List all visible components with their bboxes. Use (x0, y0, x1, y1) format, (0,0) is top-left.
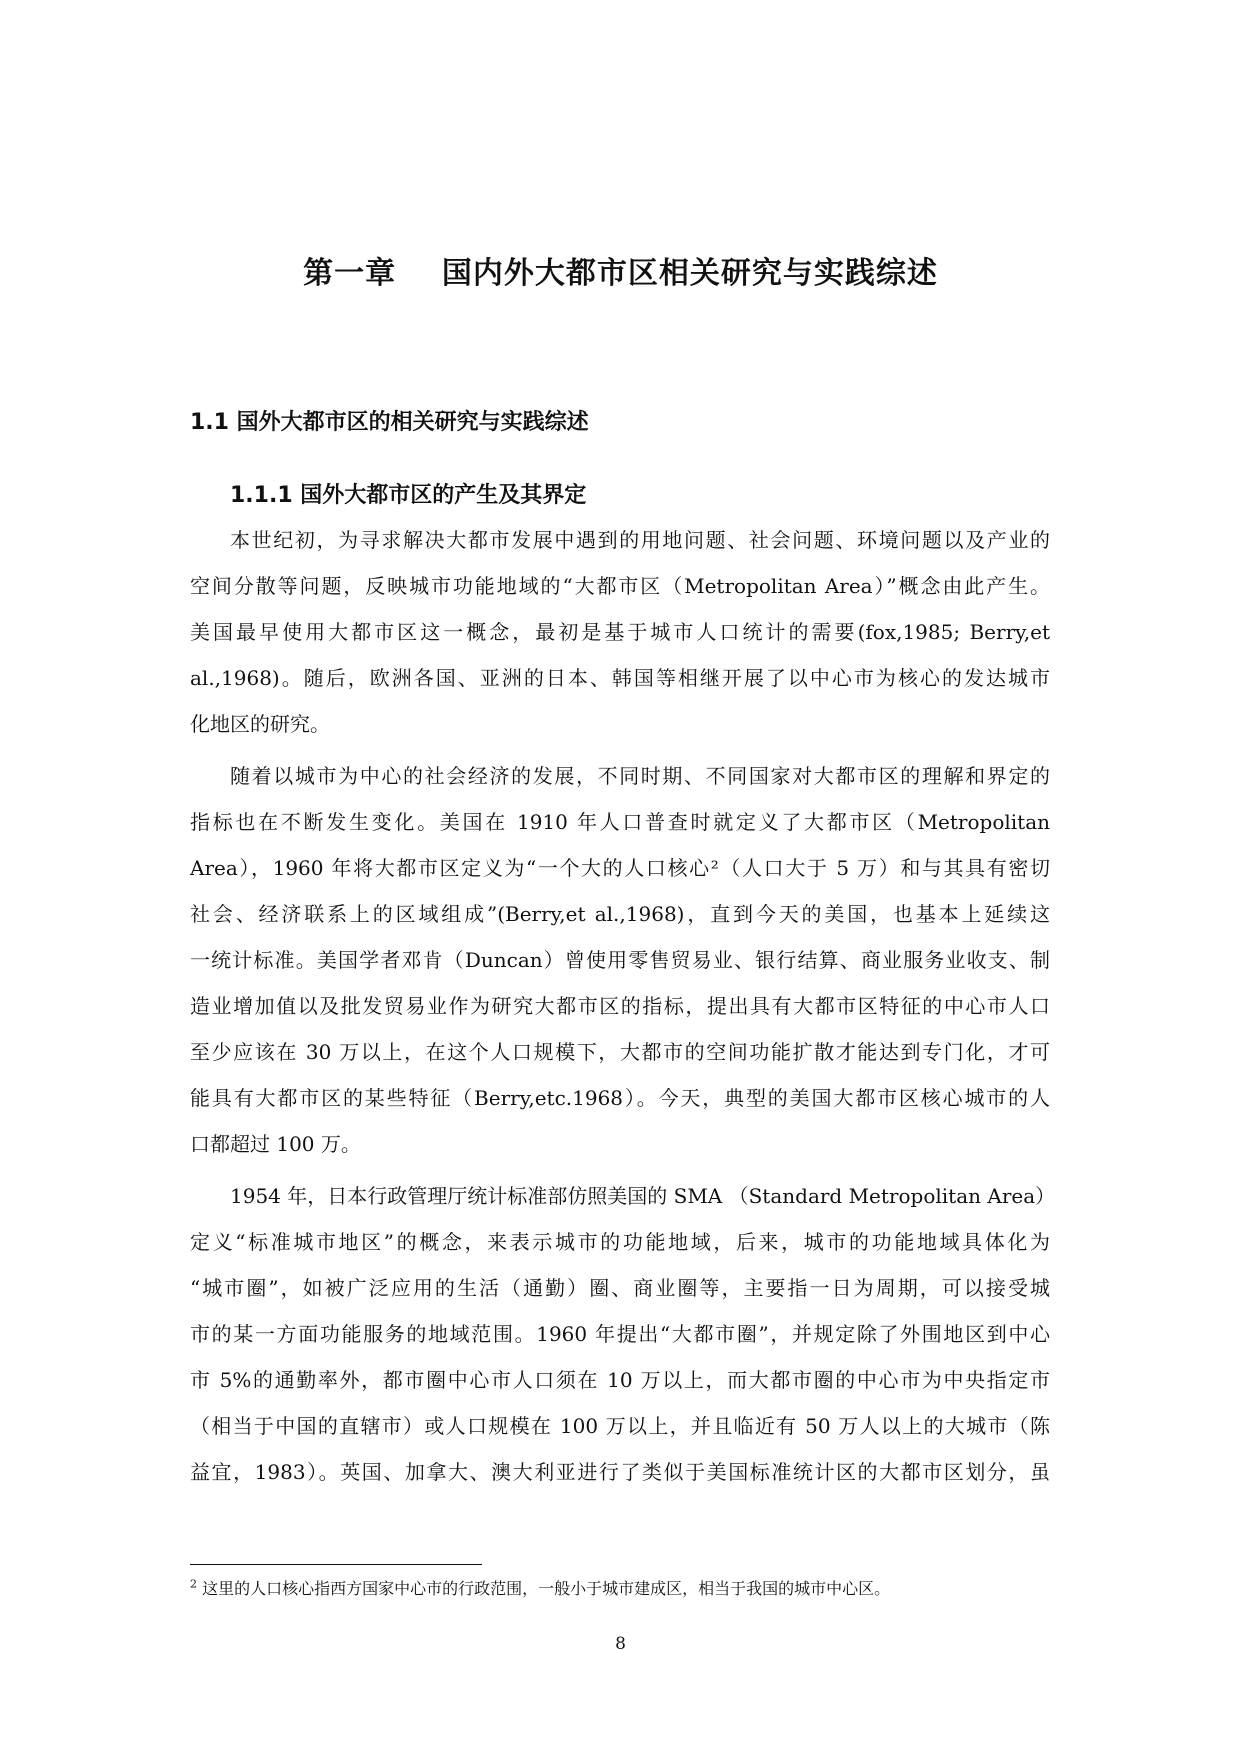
paragraph-line: 市的某一方面功能服务的地域范围。1960 年提出“大都市圈”，并规定除了外围地区到中心 (190, 1322, 1050, 1346)
paragraph-line: 益宜，1983）。英国、加拿大、澳大利亚进行了类似于美国标准统计区的大都市区划分，虽 (190, 1460, 1050, 1484)
section-heading: 1.1 国外大都市区的相关研究与实践综述 (190, 410, 589, 435)
paragraph-line: 能具有大都市区的某些特征（Berry,etc.1968）。今天，典型的美国大都市区核心城市的人 (190, 1086, 1050, 1110)
paragraph-2 (190, 753, 1050, 1167)
paragraph-line: 1954 年，日本行政管理厅统计标准部仿照美国的 SMA （Standard Metropolitan Area） (230, 1184, 1056, 1208)
footnote-marker: 2 (190, 1577, 197, 1591)
paragraph-line: 市 5%的通勤率外，都市圈中心市人口须在 10 万以上，而大都市圈的中心市为中央指定市 (190, 1368, 1050, 1392)
paragraph-line: 至少应该在 30 万以上，在这个人口规模下，大都市的空间功能扩散才能达到专门化，才可 (190, 1040, 1050, 1064)
paragraph-line: 一统计标准。美国学者邓肯（Duncan）曾使用零售贸易业、银行结算、商业服务业收支、制 (190, 948, 1050, 972)
paragraph-line: 空间分散等问题，反映城市功能地域的“大都市区（Metropolitan Area）”概念由此产生。 (190, 574, 1050, 598)
subsection-heading: 1.1.1 国外大都市区的产生及其界定 (230, 483, 587, 508)
body-text (190, 517, 1056, 1495)
paragraph-line: 随着以城市为中心的社会经济的发展，不同时期、不同国家对大都市区的理解和界定的 (230, 764, 1050, 788)
chapter-title: 第一章 国内外大都市区相关研究与实践综述 (303, 256, 938, 291)
paragraph-line: “城市圈”，如被广泛应用的生活（通勤）圈、商业圈等，主要指一日为周期，可以接受城 (190, 1276, 1050, 1300)
paragraph-line: 化地区的研究。 (190, 712, 330, 736)
paragraph-line: Area），1960 年将大都市区定义为“一个大的人口核心²（人口大于 5 万）和与其具有密切 (190, 856, 1050, 880)
footnote-divider (190, 1564, 482, 1565)
paragraph-line: （相当于中国的直辖市）或人口规模在 100 万以上，并且临近有 50 万人以上的大城市（陈 (190, 1414, 1050, 1438)
footnote (190, 1578, 890, 1600)
paragraph-line: 社会、经济联系上的区域组成”(Berry,et al.,1968)，直到今天的美国，也基本上延续这 (190, 902, 1050, 926)
paragraph-line: al.,1968)。随后，欧洲各国、亚洲的日本、韩国等相继开展了以中心市为核心的发达城市 (190, 666, 1050, 690)
paragraph-line: 本世纪初，为寻求解决大都市发展中遇到的用地问题、社会问题、环境问题以及产业的 (230, 528, 1050, 552)
paragraph-line: 口都超过 100 万。 (190, 1132, 361, 1156)
footnote-text: 这里的人口核心指西方国家中心市的行政范围，一般小于城市建成区，相当于我国的城市中心区。 (202, 1579, 891, 1598)
paragraph-line: 美国最早使用大都市区这一概念，最初是基于城市人口统计的需要(fox,1985; Berry,et (190, 620, 1050, 644)
paragraph-1 (190, 517, 1050, 747)
paragraph-3 (190, 1173, 1056, 1495)
paragraph-line: 造业增加值以及批发贸易业作为研究大都市区的指标，提出具有大都市区特征的中心市人口 (190, 994, 1050, 1018)
paragraph-line: 指标也在不断发生变化。美国在 1910 年人口普查时就定义了大都市区（Metropolitan (190, 810, 1050, 834)
paragraph-line: 定义“标准城市地区”的概念，来表示城市的功能地域，后来，城市的功能地域具体化为 (190, 1230, 1050, 1254)
page-number: 8 (615, 1634, 626, 1654)
